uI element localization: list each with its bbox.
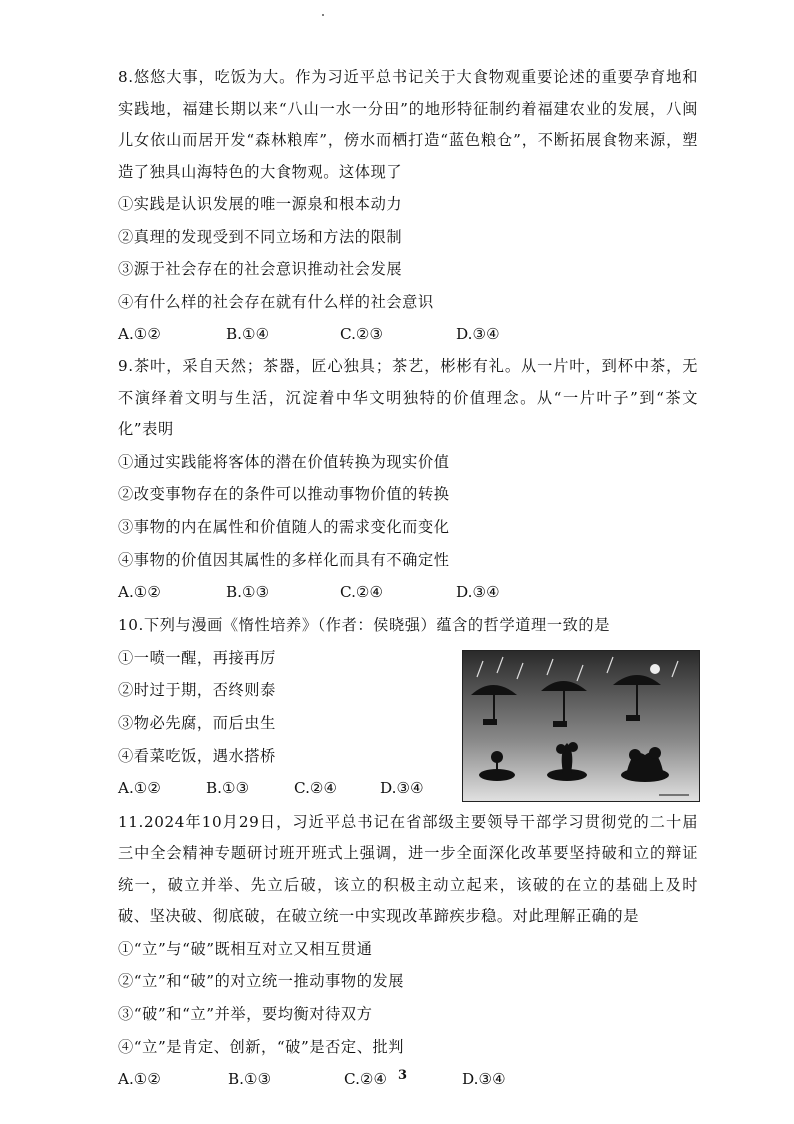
question-9-option-a[interactable]: A.①② <box>118 583 162 602</box>
question-11-option-a[interactable]: A.①② <box>118 1070 162 1089</box>
question-9-options <box>118 576 698 609</box>
question-8-options <box>118 318 698 351</box>
question-8-item-1: ①实践是认识发展的唯一源泉和根本动力 <box>118 195 403 213</box>
question-8-stem: 8.悠悠大事，吃饭为大。作为习近平总书记关于大食物观重要论述的重要孕育地和实践地，福建长期以来“八山一水一分田”的地形特征制约着福建农业的发展，八闽儿女依山而居开发“森林粮库”，傍水而栖打造“蓝色粮仓”，不断拓展食物来源，塑造了独具山海特色的大食物观。这体现了 <box>118 68 698 181</box>
question-11-option-d[interactable]: D.③④ <box>462 1070 506 1089</box>
question-9-item-2: ②改变事物存在的条件可以推动事物价值的转换 <box>118 485 450 504</box>
question-10-options <box>118 772 424 805</box>
question-10-item-4: ④看菜吃饭，遇水搭桥 <box>118 746 276 765</box>
cartoon-image <box>462 650 700 802</box>
question-10-option-a[interactable]: A.①② <box>118 779 162 798</box>
question-8-item-4: ④有什么样的社会存在就有什么样的社会意识 <box>118 292 434 311</box>
question-11-item-4: ④“立”是肯定、创新，“破”是否定、批判 <box>118 1037 405 1056</box>
sun-icon <box>650 664 660 674</box>
speck-mark <box>322 14 324 16</box>
question-8 <box>118 62 698 351</box>
question-10-item-3: ③物必先腐，而后虫生 <box>118 714 276 733</box>
question-8-option-c[interactable]: C.②③ <box>340 325 384 344</box>
question-11-item-1: ①“立”与“破”既相互对立又相互贯通 <box>118 939 373 958</box>
question-10-items <box>118 642 424 805</box>
question-11-options <box>118 1063 698 1096</box>
question-8-option-b[interactable]: B.①④ <box>226 325 270 344</box>
question-9-item-4: ④事物的价值因其属性的多样化而具有不确定性 <box>118 550 450 569</box>
question-10-option-d[interactable]: D.③④ <box>380 779 424 798</box>
page-number: 3 <box>398 1068 408 1083</box>
question-11-option-b[interactable]: B.①③ <box>228 1070 272 1089</box>
question-11 <box>118 807 698 1096</box>
question-8-item-3: ③源于社会存在的社会意识推动社会发展 <box>118 260 403 279</box>
question-11-stem: 11.2024年10月29日，习近平总书记在省部级主要领导干部学习贯彻党的二十届三中全会精神专题研讨班开班式上强调，进一步全面深化改革要坚持破和立的辩证统一，破立并举、先立后破，该立的积极主动立起来，该破的在立的基础上及时破、坚决破、彻底破，在破立统一中实现改革蹄疾步稳。对此理解正确的是 <box>118 812 698 926</box>
question-10-item-1: ①一喷一醒，再接再厉 <box>118 648 276 667</box>
question-9-item-3: ③事物的内在属性和价值随人的需求变化而变化 <box>118 518 450 537</box>
question-9-option-d[interactable]: D.③④ <box>456 583 500 602</box>
question-8-option-d[interactable]: D.③④ <box>456 325 500 344</box>
question-10-option-b[interactable]: B.①③ <box>206 779 250 798</box>
question-9-stem: 9.茶叶，采自天然；茶器，匠心独具；茶艺，彬彬有礼。从一片叶，到杯中茶，无不演绎着文明与生活，沉淀着中华文明独特的价值理念。从“一片叶子”到“茶文化”表明 <box>118 357 698 439</box>
question-9-option-c[interactable]: C.②④ <box>340 583 384 602</box>
question-9-item-1: ①通过实践能将客体的潜在价值转换为现实价值 <box>118 452 450 471</box>
question-11-item-3: ③“破”和“立”并举，要均衡对待双方 <box>118 1005 373 1024</box>
question-11-item-2: ②“立”和“破”的对立统一推动事物的发展 <box>118 972 405 991</box>
question-10-stem: 10.下列与漫画《惰性培养》（作者：侯晓强）蕴含的哲学道理一致的是 <box>118 616 610 635</box>
question-10-option-c[interactable]: C.②④ <box>294 779 338 798</box>
question-10 <box>118 609 698 807</box>
question-8-option-a[interactable]: A.①② <box>118 325 162 344</box>
question-10-item-2: ②时过于期，否终则泰 <box>118 681 276 700</box>
question-10-body <box>118 642 698 807</box>
exam-page <box>118 62 698 1096</box>
question-9-option-b[interactable]: B.①③ <box>226 583 270 602</box>
cartoon-illustration <box>463 651 699 801</box>
question-9 <box>118 351 698 609</box>
question-8-item-2: ②真理的发现受到不同立场和方法的限制 <box>118 227 403 246</box>
question-11-option-c[interactable]: C.②④ <box>344 1070 388 1089</box>
